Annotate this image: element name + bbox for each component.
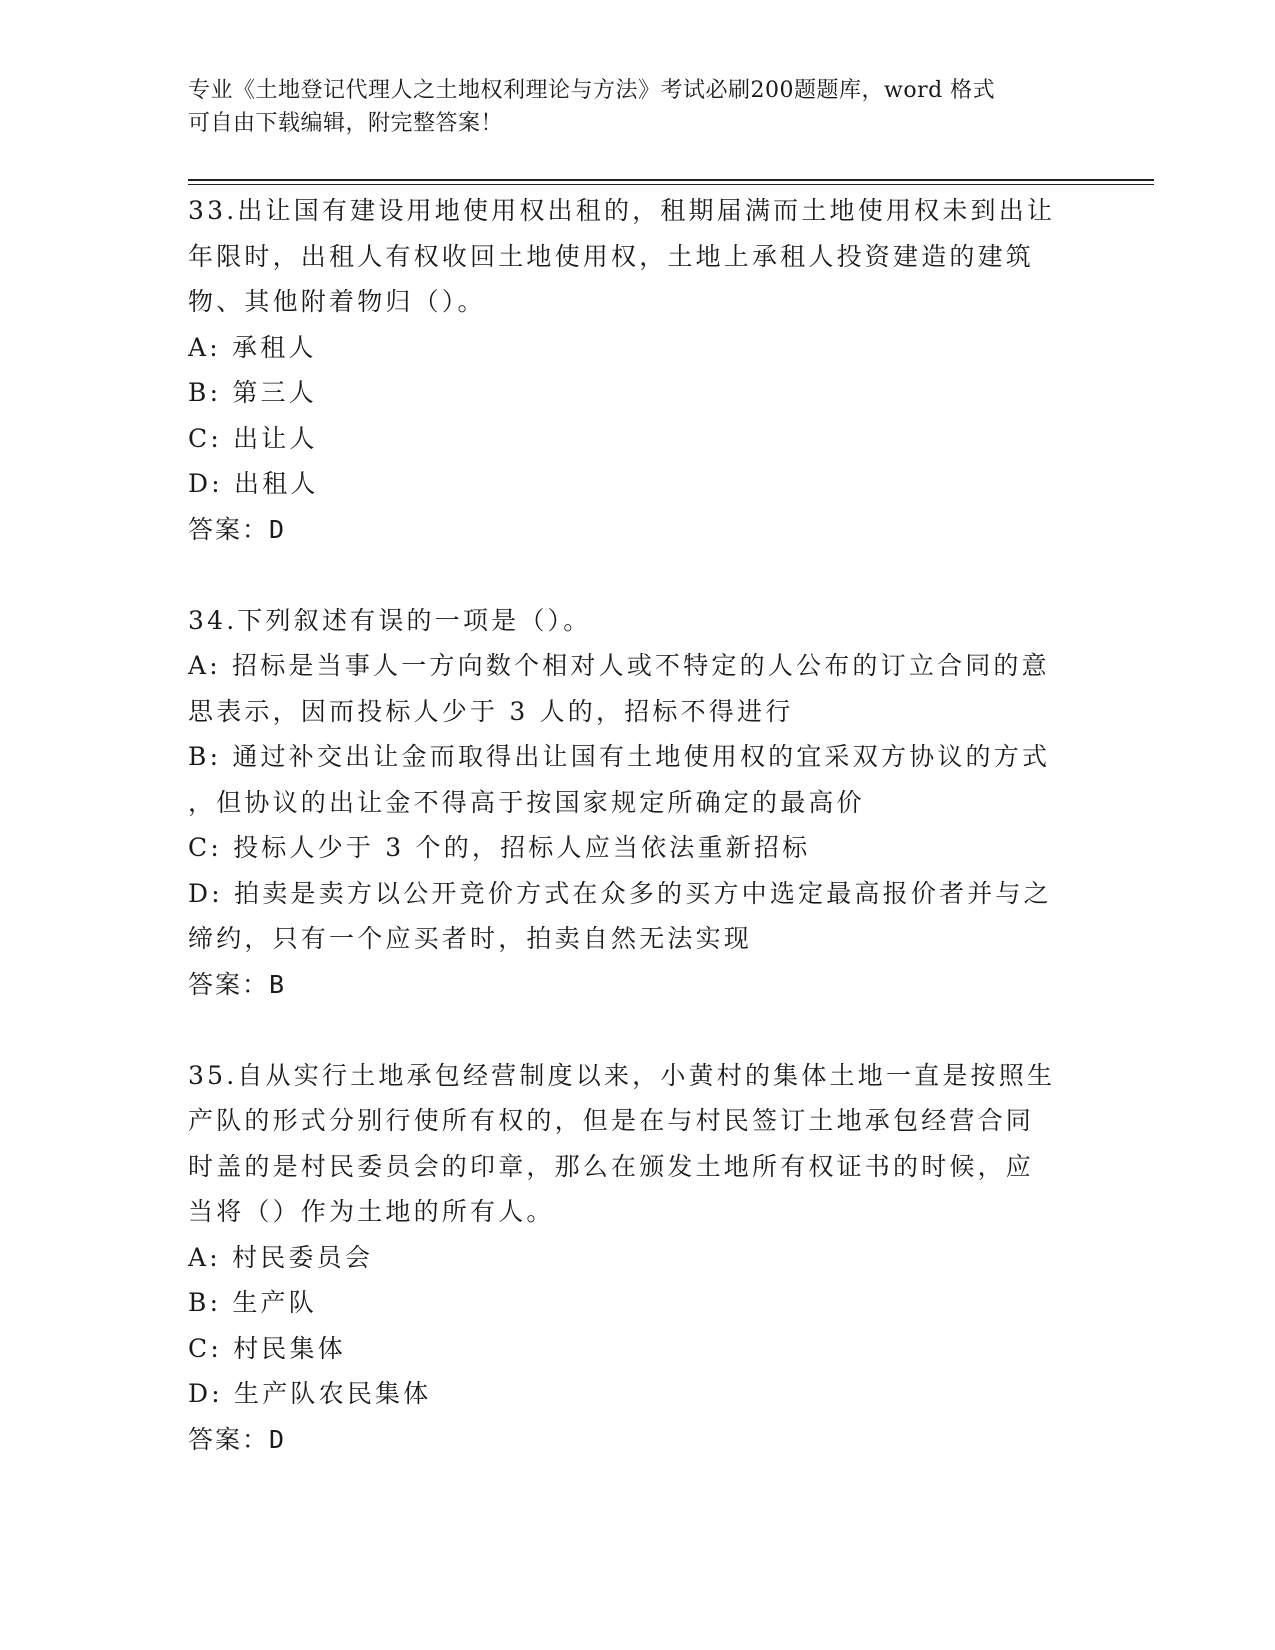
answer-value: D [269,1424,287,1454]
answer-label: 答案： [188,969,270,999]
option-c: C: 投标人少于 3 个的，招标人应当依法重新招标 [188,833,811,862]
option-a: A: 村民委员会 [188,1242,374,1272]
option-b: B: 通过补交出让金而取得出让国有土地使用权的宜采双方协议的方式 [188,742,1051,771]
answer-label: 答案： [188,1424,270,1454]
answer-value: B [269,969,287,999]
question-text-line: 时盖的是村民委员会的印章，那么在颁发土地所有权证书的时候，应 [188,1151,1035,1181]
header-divider-thin [188,184,1154,185]
option-b: B: 第三人 [188,378,317,407]
question-text-line: 35.自从实行土地承包经营制度以来，小黄村的集体土地一直是按照生 [188,1060,1056,1090]
question-text-line: 物、其他附着物归（）。 [188,287,486,316]
option-a: A: 招标是当事人一方向数个相对人或不特定的人公布的订立合同的意 [188,651,1050,680]
header-divider-thick [188,179,1154,181]
question-text-line: 34.下列叙述有误的一项是（）。 [188,605,592,635]
option-a-continued: 思表示，因而投标人少于 3 人的，招标不得进行 [188,696,794,726]
option-c: C: 出让人 [188,423,318,453]
answer-value: D [269,514,287,544]
question-text-line: 当将（）作为土地的所有人。 [188,1197,555,1226]
question-34 [188,598,1088,1008]
option-d: D: 拍卖是卖方以公开竞价方式在众多的买方中选定最高报价者并与之 [188,878,1052,908]
question-text-line: 33.出让国有建设用地使用权出租的，租期届满而土地使用权未到出让 [188,196,1056,225]
option-b-continued: ，但协议的出让金不得高于按国家规定所确定的最高价 [188,787,865,817]
answer-line [188,962,1088,1008]
question-list [188,188,1088,1508]
answer-line [188,507,1088,553]
option-d: D: 生产队农民集体 [188,1379,432,1408]
question-text-line: 年限时，出租人有权收回土地使用权，土地上承租人投资建造的建筑 [188,241,1035,271]
answer-line [188,1417,1088,1463]
option-c: C: 村民集体 [188,1333,346,1363]
option-a: A: 承租人 [188,332,317,362]
question-33 [188,188,1088,552]
option-b: B: 生产队 [188,1288,317,1317]
option-d: D: 出租人 [188,469,319,498]
option-d-continued: 缔约，只有一个应买者时，拍卖自然无法实现 [188,924,753,953]
header-line: 专业《土地登记代理人之土地权利理论与方法》考试必刷200题题库，word 格式 [188,78,996,103]
document-header [188,74,1088,140]
header-line: 可自由下载编辑，附完整答案！ [188,111,504,136]
question-35 [188,1053,1088,1463]
question-text-line: 产队的形式分别行使所有权的，但是在与村民签订土地承包经营合同 [188,1106,1035,1135]
answer-label: 答案： [188,514,270,544]
